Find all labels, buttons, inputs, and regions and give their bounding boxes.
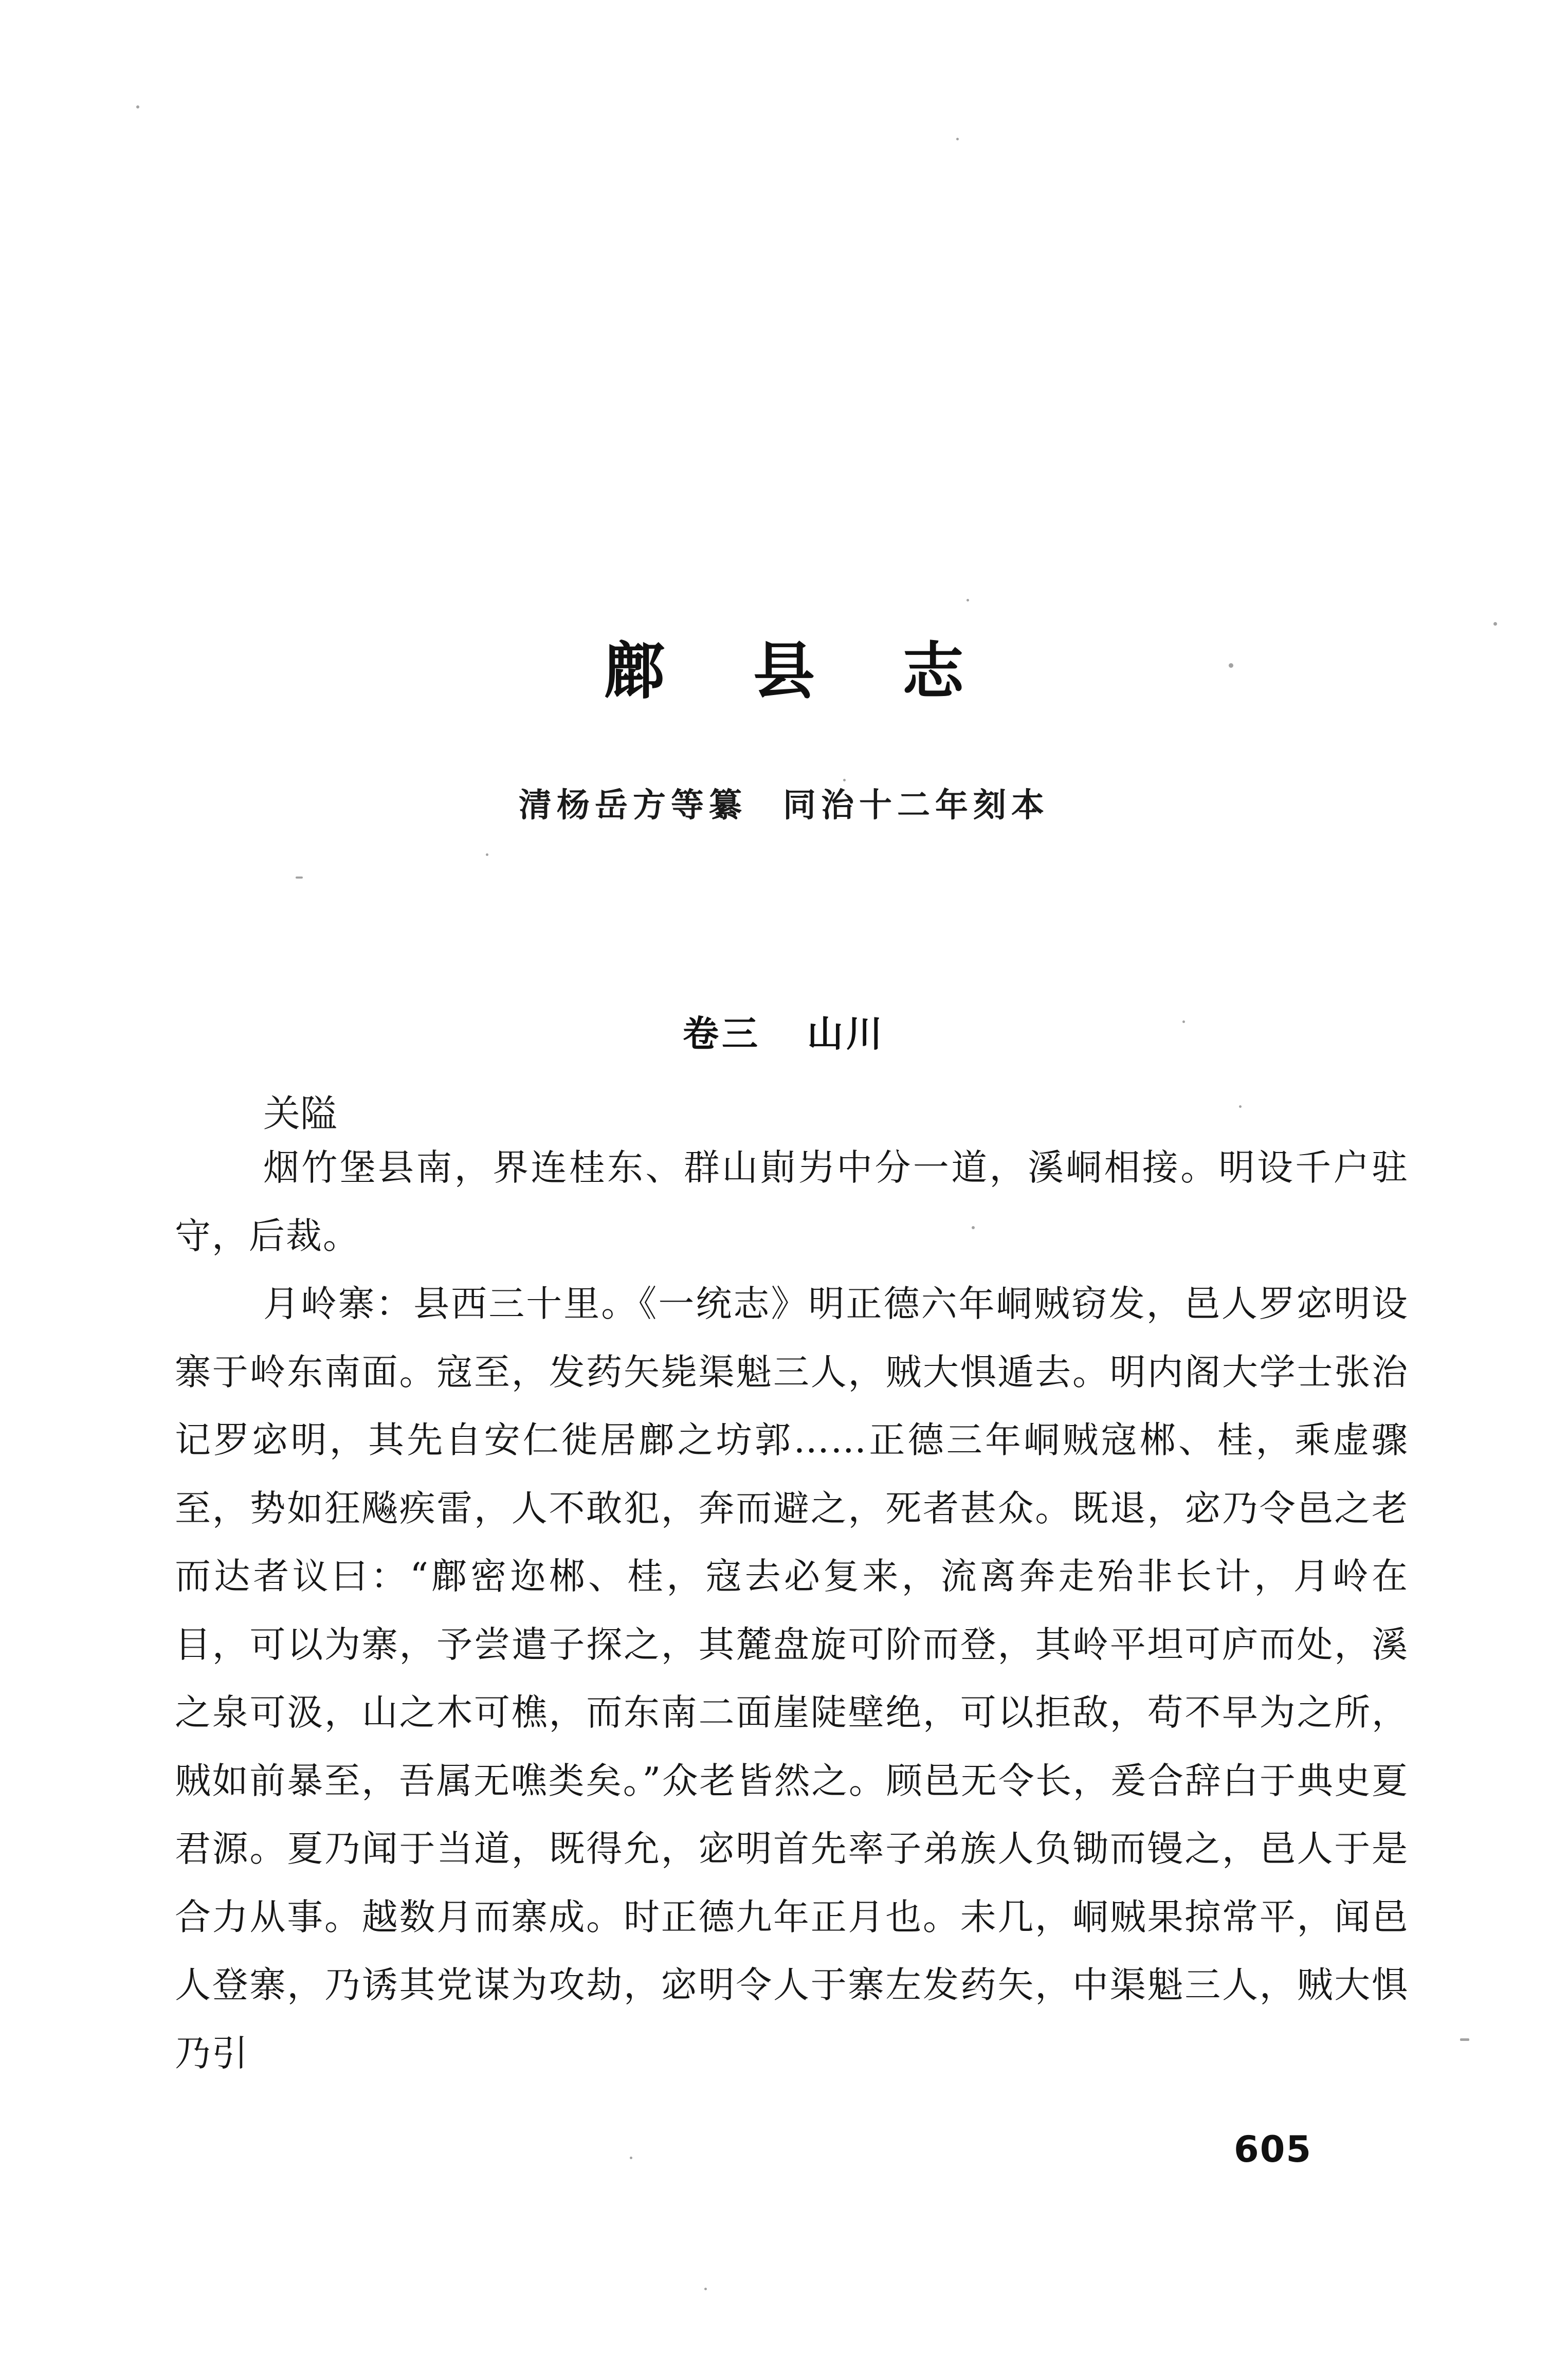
edition-note: 同治十二年刻本 bbox=[783, 787, 1049, 825]
subheading: 关隘 bbox=[263, 1092, 338, 1135]
compiler-line bbox=[0, 779, 1568, 826]
scan-speck bbox=[136, 105, 139, 108]
scan-speck bbox=[296, 877, 303, 879]
paragraph: 月岭寨：县西三十里。《一统志》明正德六年峒贼窃发，邑人罗宓明设寨于岭东南面。寇至，发药矢毙渠魁三人，贼大惧遁去。明内阁大学士张治记罗宓明，其先自安仁徙居鄜之坊郭……正德三年峒贼寇郴、桂，乘虚骤至，势如狂飚疾雷，人不敢犯，奔而避之，死者甚众。既退，宓乃令邑之老而达者议曰：“鄜密迩郴、桂，寇去必复来，流离奔走殆非长计，月岭在目，可以为寨，予尝遣子探之，其麓盘旋可阶而登，其岭平坦可庐而处，溪之泉可汲，山之木可樵，而东南二面崖陡壁绝，可以拒敌，苟不早为之所，贼如前暴至，吾属无噍类矣。”众老皆然之。顾邑无令长，爰合辞白于典史夏君源。夏乃闻于当道，既得允，宓明首先率子弟族人负锄而镘之，邑人于是合力从事。越数月而寨成。时正德九年正月也。未几，峒贼果掠常平，闻邑人登寨，乃诱其党谋为攻劫，宓明令人于寨左发药矢，中渠魁三人，贼大惧乃引 bbox=[175, 1283, 1409, 2074]
section-heading bbox=[0, 1005, 1568, 1057]
scan-speck bbox=[486, 853, 488, 856]
scan-speck bbox=[1460, 2038, 1469, 2041]
scan-speck bbox=[956, 138, 959, 140]
scan-speck bbox=[1239, 1105, 1242, 1108]
body-text bbox=[175, 1134, 1409, 2087]
scan-speck bbox=[704, 2288, 707, 2290]
scan-speck bbox=[967, 599, 969, 601]
paragraph: 烟竹堡县南，界连桂东、群山崱屴中分一道，溪峒相接。明设千户驻守，后裁。 bbox=[175, 1146, 1409, 1257]
document-title: 鄜县志 bbox=[604, 636, 1051, 707]
compiler-note: 清杨岳方等纂 bbox=[519, 787, 747, 825]
page-number: 605 bbox=[1234, 2128, 1312, 2170]
section-volume: 卷三 bbox=[683, 1013, 761, 1055]
section-name: 山川 bbox=[807, 1013, 885, 1055]
scan-speck bbox=[630, 2157, 632, 2159]
